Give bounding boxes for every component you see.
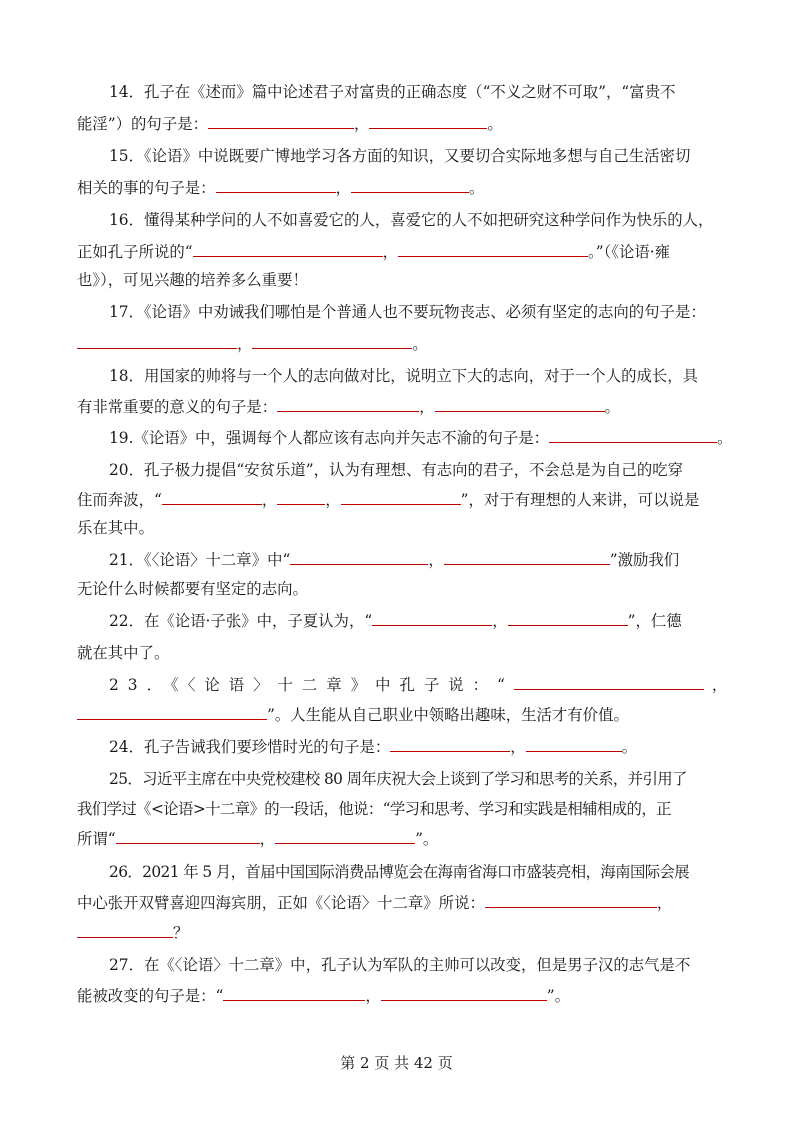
question-17-line-1: 17．《论语》中劝诫我们哪怕是个普通人也不要玩物丧志、必须有坚定的志向的句子是： xyxy=(109,303,706,321)
answer-blank[interactable] xyxy=(277,490,325,505)
question-20-line-2: 住而奔波，“ ， ， ”，对于有理想的人来讲，可以说是 xyxy=(77,491,700,509)
question-26-line-1: 26．2021 年 5 月，首届中国国际消费品博览会在海南省海口市盛装亮相，海南国际会展 xyxy=(109,863,690,881)
answer-blank[interactable] xyxy=(372,611,492,626)
question-22-line-2: 就在其中了。 xyxy=(77,644,170,662)
answer-blank[interactable] xyxy=(277,397,419,412)
answer-blank[interactable] xyxy=(208,114,354,129)
answer-blank[interactable] xyxy=(514,675,704,690)
answer-blank[interactable] xyxy=(444,550,610,565)
answer-blank[interactable] xyxy=(216,178,336,193)
answer-blank[interactable] xyxy=(485,893,657,908)
answer-blank[interactable] xyxy=(435,397,605,412)
question-15-line-2: 相关的事的句子是： ， 。 xyxy=(77,179,485,197)
question-15-line-1: 15．《论语》中说既要广博地学习各方面的知识，又要切合实际地多想与自己生活密切 xyxy=(109,147,691,165)
answer-blank[interactable] xyxy=(162,490,262,505)
answer-blank[interactable] xyxy=(193,242,383,257)
question-18-line-1: 18．用国家的帅将与一个人的志向做对比，说明立下大的志向，对于一个人的成长，具 xyxy=(109,367,699,385)
answer-blank[interactable] xyxy=(549,428,717,443)
answer-blank[interactable] xyxy=(77,334,237,349)
question-17-line-2: ， 。 xyxy=(77,334,717,354)
question-24-line-1: 24．孔子告诫我们要珍惜时光的句子是： ， 。 xyxy=(109,738,638,756)
answer-blank[interactable] xyxy=(290,550,428,565)
answer-blank[interactable] xyxy=(381,986,547,1001)
question-21-line-2: 无论什么时候都要有坚定的志向。 xyxy=(77,580,308,598)
question-22-line-1: 22．在《论语·子张》中，子夏认为，“ ， ”，仁德 xyxy=(109,612,682,630)
question-21-line-1: 21．《〈论语〉十二章》中“ ， ”激励我们 xyxy=(109,551,680,569)
question-20-line-1: 20．孔子极力提倡“安贫乐道”，认为有理想、有志向的君子，不会总是为自己的吃穿 xyxy=(109,461,683,479)
question-16-line-3: 也》），可见兴趣的培养多么重要！ xyxy=(77,271,308,289)
question-14-line-1: 14．孔子在《述而》篇中论述君子对富贵的正确态度（“不义之财不可取”，“富贵不 xyxy=(109,83,676,101)
question-19-line-1: 19.《论语》中，强调每个人都应该有志向并矢志不渝的句子是： 。 xyxy=(109,429,733,447)
answer-blank[interactable] xyxy=(508,611,628,626)
question-18-line-2: 有非常重要的意义的句子是： ， 。 xyxy=(77,398,620,416)
question-27-line-2: 能被改变的句子是：“ ， ”。 xyxy=(77,987,571,1005)
answer-blank[interactable] xyxy=(390,737,510,752)
question-25-line-3: 所谓“ ， ”。 xyxy=(77,830,439,848)
question-14-line-2: 能淫”）的句子是： ， 。 xyxy=(77,115,503,133)
question-26-line-3: ？ xyxy=(77,923,717,943)
answer-blank[interactable] xyxy=(116,829,260,844)
question-20-line-3: 乐在其中。 xyxy=(77,519,154,537)
page-number-footer: 第 2 页 共 42 页 xyxy=(340,1054,453,1072)
answer-blank[interactable] xyxy=(77,923,173,938)
answer-blank[interactable] xyxy=(252,334,412,349)
question-16-line-2: 正如孔子所说的“ ， 。”（《论语·雍 xyxy=(77,243,671,261)
question-16-line-1: 16．懂得某种学问的人不如喜爱它的人，喜爱它的人不如把研究这种学问作为快乐的人， xyxy=(109,211,714,229)
answer-blank[interactable] xyxy=(341,490,461,505)
question-25-line-2: 我们学过《<论语>十二章》的一段话，他说：“学习和思考、学习和实践是相辅相成的，正 xyxy=(77,800,671,818)
question-27-line-1: 27．在《〈论语〉十二章》中，孔子认为军队的主帅可以改变，但是男子汉的志气是不 xyxy=(109,956,691,974)
answer-blank[interactable] xyxy=(351,178,469,193)
question-26-line-2: 中心张开双臂喜迎四海宾朋，正如《〈论语〉十二章》所说： ， xyxy=(77,894,673,912)
question-23-line-2: ”。人生能从自己职业中领略出趣味，生活才有价值。 xyxy=(77,705,717,725)
answer-blank[interactable] xyxy=(526,737,622,752)
question-23-line-1: 23．《〈论语〉十二章》中孔子说：“ ， xyxy=(109,676,728,694)
question-25-line-1: 25．习近平主席在中央党校建校 80 周年庆祝大会上谈到了学习和思考的关系，并引用了 xyxy=(109,770,687,788)
answer-blank[interactable] xyxy=(398,242,588,257)
answer-blank[interactable] xyxy=(275,829,415,844)
answer-blank[interactable] xyxy=(223,986,365,1001)
answer-blank[interactable] xyxy=(77,705,267,720)
answer-blank[interactable] xyxy=(369,114,487,129)
